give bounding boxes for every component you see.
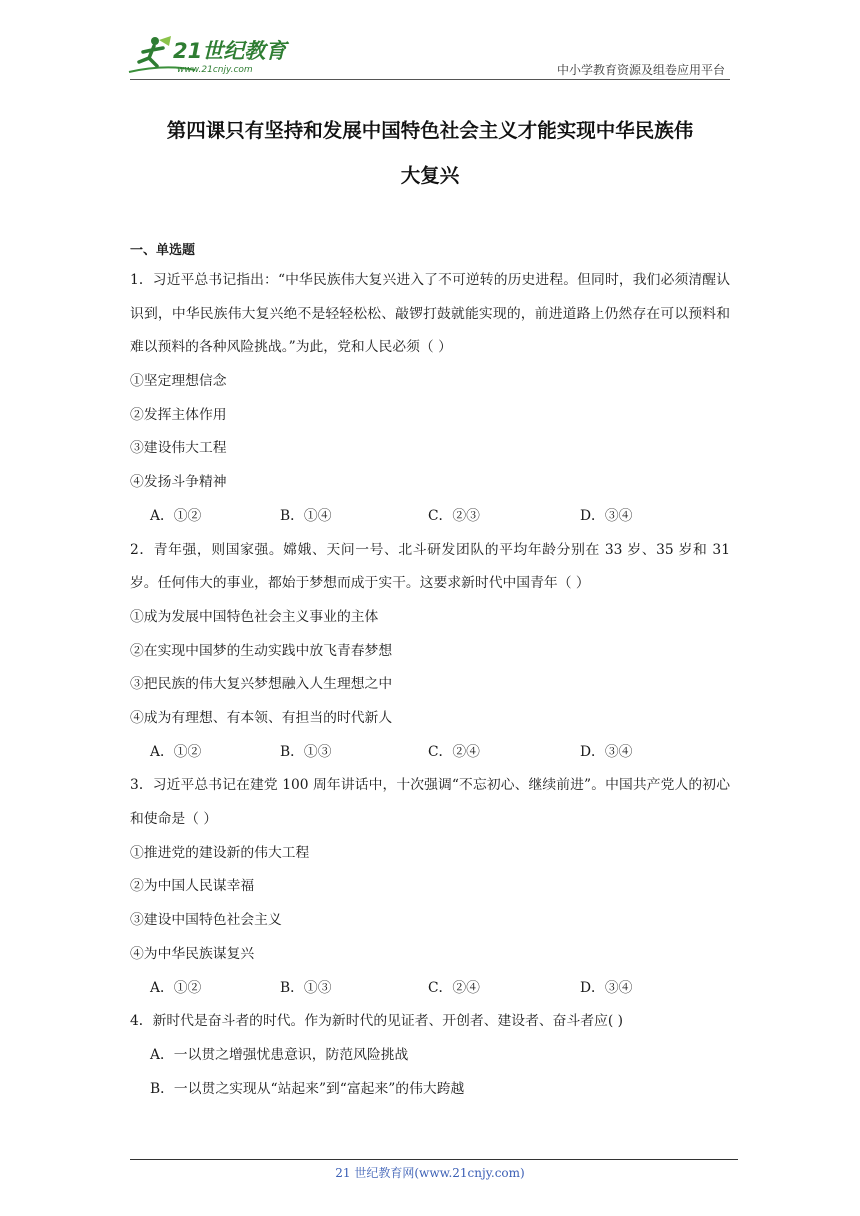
option-b[interactable]: B．一以贯之实现从“站起来”到“富起来”的伟大跨越 xyxy=(150,1080,465,1097)
question-stem: 2．青年强，则国家强。嫦娥、天问一号、北斗研发团队的平均年龄分别在 33 岁、35 岁和 31 岁。任何伟大的事业，都始于梦想而成于实干。这要求新时代中国青年（ ） xyxy=(130,541,730,592)
option-d[interactable]: D．③④ xyxy=(580,507,633,524)
option-c[interactable]: C．②④ xyxy=(428,743,480,760)
option-a[interactable]: A．①② xyxy=(150,743,202,760)
answer-options xyxy=(130,500,730,534)
statement-item: ①坚定理想信念 xyxy=(130,373,227,390)
statement-item: ③建设中国特色社会主义 xyxy=(130,912,282,929)
logo-text: 21世纪教育 xyxy=(173,39,287,63)
option-d[interactable]: D．③④ xyxy=(580,979,633,996)
option-a[interactable]: A．①② xyxy=(150,979,202,996)
platform-tagline: 中小学教育资源及组卷应用平台 xyxy=(556,63,725,77)
statement-item: ①推进党的建设新的伟大工程 xyxy=(130,844,310,861)
answer-options xyxy=(130,736,730,770)
question-3 xyxy=(130,769,730,1005)
title-line-1: 第四课只有坚持和发展中国特色社会主义才能实现中华民族伟 xyxy=(166,119,694,142)
statement-item: ②发挥主体作用 xyxy=(130,406,227,423)
footer-link[interactable]: 21 世纪教育网(www.21cnjy.com) xyxy=(335,1166,525,1180)
option-b[interactable]: B．①③ xyxy=(280,979,332,996)
option-d[interactable]: D．③④ xyxy=(580,743,633,760)
question-4 xyxy=(130,1005,730,1106)
question-stem: 1．习近平总书记指出：“中华民族伟大复兴进入了不可逆转的历史进程。但同时，我们必须清醒认识到，中华民族伟大复兴绝不是轻轻松松、敲锣打鼓就能实现的，前进道路上仍然存在可以预料和难以预料的各种风险挑战。”为此，党和人民必须（ ） xyxy=(130,272,730,356)
page-title xyxy=(125,108,735,198)
question-stem: 3．习近平总书记在建党 100 周年讲话中，十次强调“不忘初心、继续前进”。中国共产党人的初心和使命是（ ） xyxy=(130,777,730,828)
option-c[interactable]: C．②④ xyxy=(428,979,480,996)
statement-item: ④成为有理想、有本领、有担当的时代新人 xyxy=(130,710,393,727)
statement-item: ①成为发展中国特色社会主义事业的主体 xyxy=(130,608,379,625)
title-line-2: 大复兴 xyxy=(400,164,460,187)
statement-item: ②为中国人民谋幸福 xyxy=(130,878,255,895)
runner-logo-icon xyxy=(125,34,295,78)
footer-divider xyxy=(130,1159,738,1160)
section-heading: 一、单选题 xyxy=(130,243,196,258)
statement-item: ③建设伟大工程 xyxy=(130,440,227,457)
option-b[interactable]: B．①③ xyxy=(280,743,332,760)
statement-item: ④发扬斗争精神 xyxy=(130,474,227,491)
statement-item: ④为中华民族谋复兴 xyxy=(130,945,255,962)
option-a[interactable]: A．①② xyxy=(150,507,202,524)
question-1 xyxy=(130,264,730,534)
statement-item: ②在实现中国梦的生动实践中放飞青春梦想 xyxy=(130,642,393,659)
statement-item: ③把民族的伟大复兴梦想融入人生理想之中 xyxy=(130,676,393,693)
logo-url: www.21cnjy.com xyxy=(177,65,253,75)
answer-options xyxy=(130,972,730,1006)
question-stem: 4．新时代是奋斗者的时代。作为新时代的见证者、开创者、建设者、奋斗者应( ) xyxy=(130,1013,624,1030)
option-c[interactable]: C．②③ xyxy=(428,507,480,524)
option-b[interactable]: B．①④ xyxy=(280,507,332,524)
option-a[interactable]: A．一以贯之增强忧患意识，防范风险挑战 xyxy=(150,1046,409,1063)
question-2 xyxy=(130,534,730,770)
site-logo xyxy=(125,34,295,78)
question-list xyxy=(130,238,730,1106)
header-divider xyxy=(130,79,730,80)
